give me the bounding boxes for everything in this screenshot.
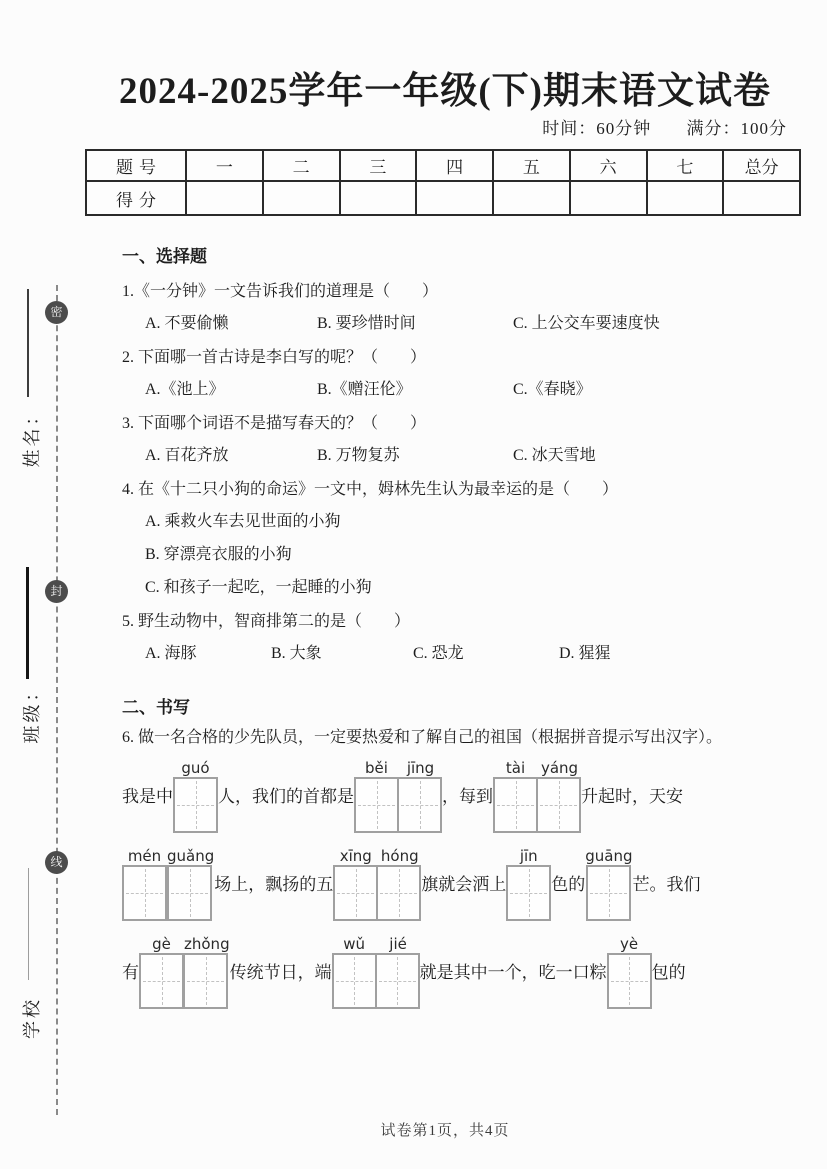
score-input-cell-5[interactable]	[493, 181, 570, 215]
score-table-header-row	[86, 150, 800, 181]
score-input-cell-6[interactable]	[570, 181, 647, 215]
score-table	[85, 149, 801, 216]
writing-box-group	[506, 848, 551, 921]
writing-text-segment: 旗就会洒上	[421, 875, 507, 894]
page-title: 2024-2025学年一年级(下)期末语文试卷	[119, 71, 771, 112]
writing-box-column	[333, 848, 378, 921]
exam-content	[122, 247, 794, 1024]
pinyin-hint-label: jīng	[406, 759, 435, 777]
score-table-col-1: 一	[186, 150, 263, 181]
writing-box-group	[607, 936, 652, 1009]
score-input-cell-1[interactable]	[186, 181, 263, 215]
page-number-footer: 试卷第1页，共4页	[380, 1123, 510, 1139]
writing-box-column	[378, 848, 421, 921]
tianzige-writing-cell[interactable]	[332, 953, 377, 1009]
question-2-option-C: C.《春晓》	[513, 381, 592, 398]
question-1-option-C: C. 上公交车要速度快	[513, 315, 660, 332]
question-2-option-A: A.《池上》	[145, 381, 225, 398]
pinyin-hint-label: guó	[181, 759, 210, 777]
pinyin-hint-label: zhǒng	[184, 935, 230, 953]
seal-badge-mi: 密	[45, 301, 68, 324]
pinyin-hint-label: guāng	[585, 847, 633, 865]
question-1-option-A: A. 不要偷懒	[145, 315, 229, 332]
score-table-col-4: 四	[416, 150, 493, 181]
question-4-option-A: A. 乘救火车去见世面的小狗	[145, 513, 341, 530]
school-field-label: 学校	[22, 997, 42, 1039]
class-field-label: 班级：	[22, 680, 42, 744]
writing-box-column	[139, 936, 184, 1009]
writing-line-3	[122, 936, 794, 1011]
pinyin-hint-label: tài	[505, 759, 526, 777]
score-table-col-3: 三	[340, 150, 417, 181]
seal-badge-feng: 封	[45, 580, 68, 603]
question-2-option-B: B.《赠汪伦》	[317, 381, 412, 398]
tianzige-writing-cell[interactable]	[506, 865, 551, 921]
score-input-cell-2[interactable]	[263, 181, 340, 215]
writing-box-group	[493, 760, 581, 833]
writing-text-segment: 我是中	[122, 787, 173, 806]
score-input-cell-4[interactable]	[416, 181, 493, 215]
tianzige-writing-cell[interactable]	[173, 777, 218, 833]
writing-line-2	[122, 848, 794, 923]
question-5-option-A: A. 海豚	[145, 645, 197, 662]
section1-heading: 一、选择题	[122, 247, 207, 266]
tianzige-writing-cell[interactable]	[397, 777, 442, 833]
seal-badge-xian: 线	[45, 851, 68, 874]
pinyin-hint-label: běi	[365, 759, 388, 777]
writing-text-segment: 有	[122, 963, 139, 982]
school-blank-line	[28, 868, 29, 980]
question-2-options	[145, 380, 794, 400]
question-5-option-B: B. 大象	[271, 645, 322, 662]
question-3-option-A: A. 百花齐放	[145, 447, 229, 464]
writing-text-segment: 包的	[651, 963, 686, 982]
writing-text-segment: 就是其中一个，吃一口粽	[419, 963, 607, 982]
writing-box-column	[377, 936, 420, 1009]
question-3-option-B: B. 万物复苏	[317, 447, 400, 464]
question-3-options	[145, 446, 794, 466]
writing-box-column	[493, 760, 538, 833]
score-table-col-8: 总分	[723, 150, 800, 181]
score-row-label: 得分	[86, 181, 186, 215]
writing-lines	[122, 760, 794, 1011]
pinyin-hint-label: hóng	[380, 847, 419, 865]
writing-text-segment: 色的	[551, 875, 586, 894]
name-blank-line	[27, 289, 29, 397]
pinyin-hint-label: gè	[152, 935, 171, 953]
writing-box-column	[607, 936, 652, 1009]
pinyin-hint-label: jié	[389, 935, 407, 953]
writing-box-column	[585, 848, 632, 921]
writing-box-column	[173, 760, 218, 833]
question-1-options	[145, 314, 794, 334]
writing-text-segment: 场上，飘扬的五	[214, 875, 334, 894]
question-5-option-D: D. 猩猩	[559, 645, 611, 662]
question-4-option-C: C. 和孩子一起吃，一起睡的小狗	[145, 579, 372, 596]
score-input-cell-3[interactable]	[340, 181, 417, 215]
writing-text-segment: 芒。我们	[632, 875, 701, 894]
question-5-option-C: C. 恐龙	[413, 645, 464, 662]
score-table-corner-label: 题号	[86, 150, 186, 181]
score-input-cell-8[interactable]	[723, 181, 800, 215]
writing-box-group	[333, 848, 421, 921]
tianzige-writing-cell[interactable]	[586, 865, 631, 921]
writing-box-group	[585, 848, 632, 921]
writing-box-group	[122, 848, 214, 921]
tianzige-writing-cell[interactable]	[375, 953, 420, 1009]
pinyin-hint-label: yáng	[540, 759, 579, 777]
exam-meta	[542, 114, 787, 139]
tianzige-writing-cell[interactable]	[139, 953, 184, 1009]
writing-box-column	[538, 760, 581, 833]
question-3-text: 3. 下面哪个词语不是描写春天的？（ ）	[122, 415, 427, 432]
writing-box-column	[184, 936, 230, 1009]
choice-questions	[122, 282, 794, 664]
writing-box-column	[354, 760, 399, 833]
tianzige-writing-cell[interactable]	[122, 865, 167, 921]
full-score-label: 满分：100分	[686, 119, 787, 138]
pinyin-hint-label: wǔ	[343, 935, 365, 953]
question-2-text: 2. 下面哪一首古诗是李白写的呢？（ ）	[122, 349, 427, 366]
writing-box-column	[399, 760, 442, 833]
question-3-option-C: C. 冰天雪地	[513, 447, 596, 464]
writing-text-segment: 升起时，天安	[581, 787, 683, 806]
pinyin-hint-label: jīn	[519, 847, 538, 865]
score-table-col-2: 二	[263, 150, 340, 181]
name-field-label: 姓名：	[22, 404, 42, 468]
score-table-col-5: 五	[493, 150, 570, 181]
question-1-text: 1.《一分钟》一文告诉我们的道理是（ ）	[122, 283, 439, 300]
question-5-text: 5. 野生动物中，智商排第二的是（ ）	[122, 613, 411, 630]
writing-text-segment: 传统节日，端	[229, 963, 332, 982]
writing-line-1	[122, 760, 794, 835]
writing-box-group	[173, 760, 218, 833]
writing-box-column	[332, 936, 377, 1009]
score-table-col-7: 七	[647, 150, 724, 181]
question-4-options	[145, 512, 794, 598]
time-limit-label: 时间：60分钟	[542, 119, 652, 138]
tianzige-writing-cell[interactable]	[536, 777, 581, 833]
tianzige-writing-cell[interactable]	[607, 953, 652, 1009]
question-5-options	[145, 644, 794, 664]
tianzige-writing-cell[interactable]	[354, 777, 399, 833]
binding-dashed-line	[56, 285, 58, 1115]
question-4-text: 4. 在《十二只小狗的命运》一文中，姆林先生认为最幸运的是（ ）	[122, 481, 619, 498]
question-4-option-B: B. 穿漂亮衣服的小狗	[145, 546, 292, 563]
pinyin-hint-label: guǎng	[167, 847, 215, 865]
pinyin-hint-label: mén	[127, 847, 162, 865]
writing-box-column	[167, 848, 214, 921]
tianzige-writing-cell[interactable]	[167, 865, 212, 921]
question-6-text: 6. 做一名合格的少先队员，一定要热爱和了解自己的祖国（根据拼音提示写出汉字）。	[122, 729, 723, 746]
question-1-option-B: B. 要珍惜时间	[317, 315, 416, 332]
tianzige-writing-cell[interactable]	[333, 865, 378, 921]
writing-box-column	[122, 848, 167, 921]
section2-heading: 二、书写	[122, 698, 190, 717]
score-table-col-6: 六	[570, 150, 647, 181]
score-table-score-row	[86, 181, 800, 215]
writing-box-group	[139, 936, 230, 1009]
pinyin-hint-label: xīng	[339, 847, 372, 865]
pinyin-hint-label: yè	[620, 935, 639, 953]
tianzige-writing-cell[interactable]	[183, 953, 228, 1009]
writing-box-group	[354, 760, 442, 833]
tianzige-writing-cell[interactable]	[376, 865, 421, 921]
writing-box-column	[506, 848, 551, 921]
tianzige-writing-cell[interactable]	[493, 777, 538, 833]
writing-text-segment: 人，我们的首都是	[218, 787, 354, 806]
score-input-cell-7[interactable]	[647, 181, 724, 215]
writing-box-group	[332, 936, 420, 1009]
class-blank-line	[26, 567, 29, 679]
writing-text-segment: ，每到	[442, 787, 493, 806]
